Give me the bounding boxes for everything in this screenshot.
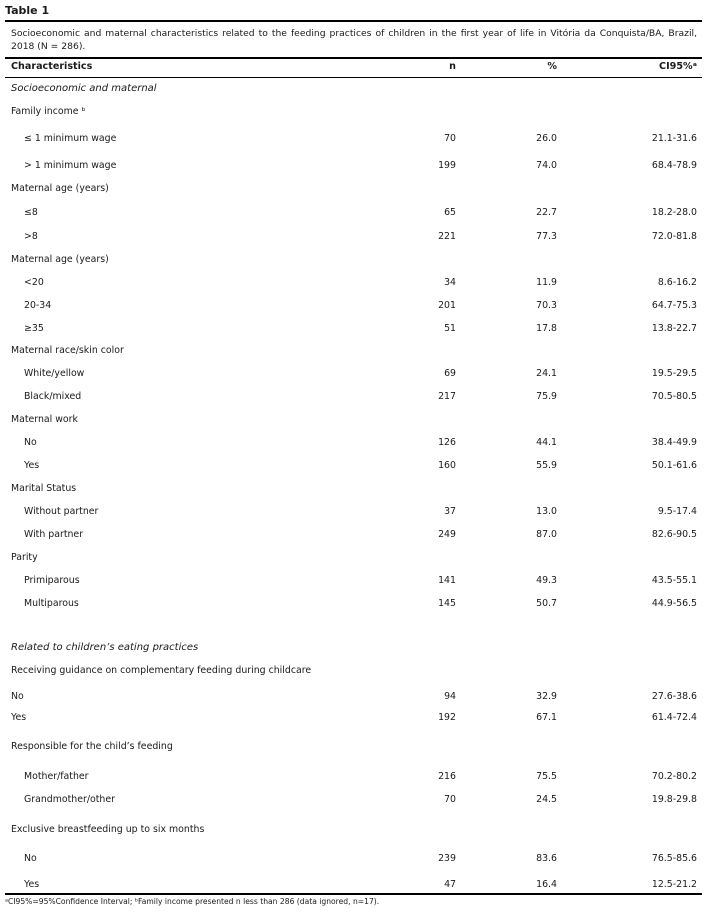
row-label: Yes bbox=[24, 879, 40, 890]
cell-n: 160 bbox=[438, 460, 456, 471]
row-label: > 1 minimum wage bbox=[24, 160, 117, 171]
table-row bbox=[0, 597, 706, 611]
group-label: Maternal age (years) bbox=[11, 254, 109, 265]
bottom-rule bbox=[5, 893, 702, 895]
cell-ci: 70.5-80.5 bbox=[651, 391, 697, 402]
row-label: Multiparous bbox=[24, 598, 79, 609]
table-row bbox=[0, 344, 706, 358]
row-label: No bbox=[11, 691, 24, 702]
cell-pct: 87.0 bbox=[536, 529, 557, 540]
table-row bbox=[0, 823, 706, 837]
group-label: Receiving guidance on complementary feeding during childcare bbox=[11, 665, 312, 676]
cell-pct: 16.4 bbox=[536, 879, 557, 890]
cell-n: 216 bbox=[438, 771, 456, 782]
table-row bbox=[0, 105, 706, 119]
row-label: Primiparous bbox=[24, 575, 80, 586]
row-label: >8 bbox=[24, 231, 38, 242]
table-row bbox=[0, 459, 706, 473]
cell-ci: 8.6-16.2 bbox=[657, 277, 697, 288]
row-label: No bbox=[24, 437, 37, 448]
row-label: ≤8 bbox=[24, 207, 38, 218]
row-label: Black/mixed bbox=[24, 391, 82, 402]
table-row bbox=[0, 390, 706, 404]
cell-pct: 75.5 bbox=[536, 771, 557, 782]
table-row bbox=[0, 132, 706, 146]
header-n: n bbox=[449, 61, 456, 72]
table-row bbox=[0, 793, 706, 807]
table-caption: Socioeconomic and maternal characteristics related to the feeding practices of children in the first year of life in Vitória da Conquista/BA, Brazil, 2018 (N = 286). bbox=[11, 28, 697, 52]
cell-ci: 18.2-28.0 bbox=[651, 207, 697, 218]
cell-pct: 49.3 bbox=[536, 575, 557, 586]
cell-pct: 11.9 bbox=[536, 277, 557, 288]
cell-ci: 38.4-49.9 bbox=[651, 437, 697, 448]
cell-pct: 17.8 bbox=[536, 323, 557, 334]
cell-n: 217 bbox=[438, 391, 456, 402]
cell-ci: 27.6-38.6 bbox=[651, 691, 697, 702]
row-label: With partner bbox=[24, 529, 84, 540]
cell-n: 249 bbox=[438, 529, 456, 540]
cell-ci: 82.6-90.5 bbox=[651, 529, 697, 540]
table-row bbox=[0, 299, 706, 313]
table-row bbox=[0, 159, 706, 173]
table-row bbox=[0, 505, 706, 519]
group-label: Maternal work bbox=[11, 414, 78, 425]
header-pct: % bbox=[547, 61, 557, 72]
row-label: 20-34 bbox=[24, 300, 52, 311]
row-label: Yes bbox=[11, 712, 27, 723]
table-title: Table 1 bbox=[5, 4, 50, 17]
cell-n: 126 bbox=[438, 437, 456, 448]
cell-pct: 22.7 bbox=[536, 207, 557, 218]
table-row bbox=[0, 436, 706, 450]
group-label: Maternal age (years) bbox=[11, 183, 109, 194]
table-row bbox=[0, 413, 706, 427]
table-row bbox=[0, 551, 706, 565]
row-label: White/yellow bbox=[24, 368, 85, 379]
cell-pct: 32.9 bbox=[536, 691, 557, 702]
section-label: Socioeconomic and maternal bbox=[11, 83, 157, 94]
cell-n: 51 bbox=[444, 323, 456, 334]
cell-ci: 12.5-21.2 bbox=[651, 879, 697, 890]
row-label: ≥35 bbox=[24, 323, 44, 334]
cell-ci: 21.1-31.6 bbox=[651, 133, 697, 144]
cell-pct: 67.1 bbox=[536, 712, 557, 723]
table-row bbox=[0, 711, 706, 725]
cell-pct: 26.0 bbox=[536, 133, 557, 144]
cell-pct: 55.9 bbox=[536, 460, 557, 471]
table-row bbox=[0, 322, 706, 336]
cell-n: 199 bbox=[438, 160, 456, 171]
table-row bbox=[0, 641, 706, 655]
cell-n: 65 bbox=[444, 207, 456, 218]
header-characteristics: Characteristics bbox=[11, 61, 93, 72]
cell-ci: 19.5-29.5 bbox=[651, 368, 697, 379]
table-row bbox=[0, 528, 706, 542]
cell-n: 70 bbox=[444, 794, 456, 805]
row-label: ≤ 1 minimum wage bbox=[24, 133, 117, 144]
cell-n: 37 bbox=[444, 506, 456, 517]
table-row bbox=[0, 82, 706, 96]
table-row bbox=[0, 276, 706, 290]
cell-ci: 61.4-72.4 bbox=[651, 712, 697, 723]
table-row bbox=[0, 740, 706, 754]
group-label: Family income ᵇ bbox=[11, 106, 86, 117]
table-row bbox=[0, 852, 706, 866]
row-label: Without partner bbox=[24, 506, 99, 517]
cell-n: 47 bbox=[444, 879, 456, 890]
group-label: Exclusive breastfeeding up to six months bbox=[11, 824, 205, 835]
header-bottom-rule bbox=[5, 77, 702, 78]
cell-ci: 44.9-56.5 bbox=[651, 598, 697, 609]
row-label: No bbox=[24, 853, 37, 864]
header-top-rule bbox=[5, 57, 702, 59]
group-label: Parity bbox=[11, 552, 38, 563]
group-label: Marital Status bbox=[11, 483, 77, 494]
cell-n: 201 bbox=[438, 300, 456, 311]
cell-n: 145 bbox=[438, 598, 456, 609]
group-label: Maternal race/skin color bbox=[11, 345, 124, 356]
table-row bbox=[0, 574, 706, 588]
table-row bbox=[0, 690, 706, 704]
table-row bbox=[0, 664, 706, 678]
table-row bbox=[0, 230, 706, 244]
table-row bbox=[0, 182, 706, 196]
table-row bbox=[0, 878, 706, 892]
cell-pct: 83.6 bbox=[536, 853, 557, 864]
row-label: Mother/father bbox=[24, 771, 89, 782]
cell-ci: 76.5-85.6 bbox=[651, 853, 697, 864]
group-label: Responsible for the child’s feeding bbox=[11, 741, 173, 752]
cell-pct: 24.5 bbox=[536, 794, 557, 805]
cell-pct: 74.0 bbox=[536, 160, 557, 171]
cell-n: 34 bbox=[444, 277, 456, 288]
row-label: Grandmother/other bbox=[24, 794, 115, 805]
cell-n: 141 bbox=[438, 575, 456, 586]
row-label: <20 bbox=[24, 277, 44, 288]
cell-n: 239 bbox=[438, 853, 456, 864]
cell-n: 94 bbox=[444, 691, 456, 702]
table-row bbox=[0, 367, 706, 381]
cell-n: 70 bbox=[444, 133, 456, 144]
cell-ci: 68.4-78.9 bbox=[651, 160, 697, 171]
cell-ci: 13.8-22.7 bbox=[651, 323, 697, 334]
cell-ci: 43.5-55.1 bbox=[651, 575, 697, 586]
cell-pct: 70.3 bbox=[536, 300, 557, 311]
cell-n: 192 bbox=[438, 712, 456, 723]
cell-pct: 24.1 bbox=[536, 368, 557, 379]
cell-ci: 50.1-61.6 bbox=[651, 460, 697, 471]
cell-ci: 19.8-29.8 bbox=[651, 794, 697, 805]
cell-ci: 72.0-81.8 bbox=[651, 231, 697, 242]
cell-ci: 70.2-80.2 bbox=[651, 771, 697, 782]
cell-n: 69 bbox=[444, 368, 456, 379]
top-rule bbox=[5, 20, 702, 22]
table-row bbox=[0, 253, 706, 267]
cell-pct: 77.3 bbox=[536, 231, 557, 242]
cell-n: 221 bbox=[438, 231, 456, 242]
cell-pct: 50.7 bbox=[536, 598, 557, 609]
row-label: Yes bbox=[24, 460, 40, 471]
table-row bbox=[0, 206, 706, 220]
table-row bbox=[0, 482, 706, 496]
table-footnote: ᵃCI95%=95%Confidence Interval; ᵇFamily income presented n less than 286 (data ignored, n=17). bbox=[5, 897, 380, 906]
cell-pct: 75.9 bbox=[536, 391, 557, 402]
cell-ci: 64.7-75.3 bbox=[651, 300, 697, 311]
section-label: Related to children’s eating practices bbox=[11, 642, 199, 653]
table-row bbox=[0, 770, 706, 784]
cell-pct: 44.1 bbox=[536, 437, 557, 448]
cell-pct: 13.0 bbox=[536, 506, 557, 517]
cell-ci: 9.5-17.4 bbox=[657, 506, 697, 517]
header-ci: CI95%ᵃ bbox=[659, 61, 697, 72]
